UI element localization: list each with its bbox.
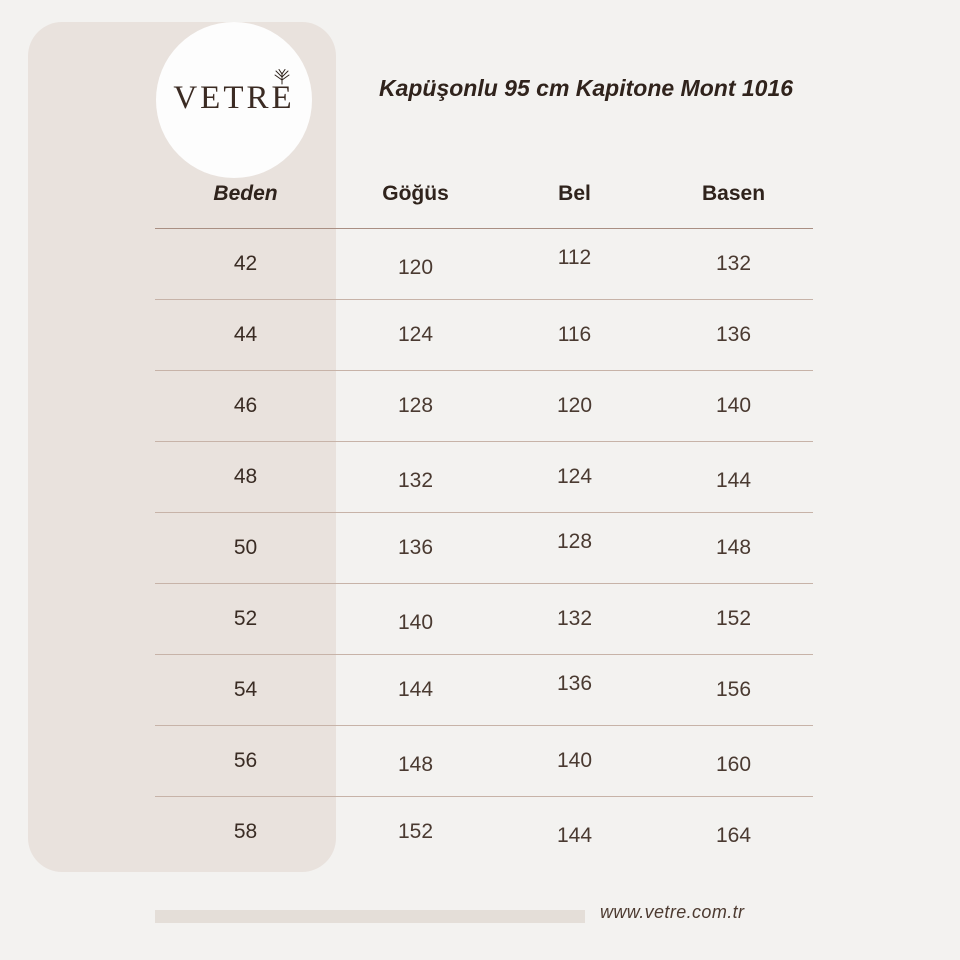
cell-gogus: 136	[336, 513, 495, 584]
cell-basen: 136	[654, 300, 813, 371]
cell-bel: 116	[495, 300, 654, 371]
cell-beden: 44	[155, 300, 336, 371]
cell-gogus: 128	[336, 371, 495, 442]
table-row	[155, 655, 813, 726]
column-header-basen: Basen	[701, 182, 766, 205]
page-title: Kapüşonlu 95 cm Kapitone Mont 1016	[378, 75, 794, 101]
cell-bel: 140	[495, 726, 654, 797]
cell-gogus: 140	[336, 584, 495, 655]
cell-basen: 156	[654, 655, 813, 726]
column-header-beden: Beden	[213, 182, 278, 205]
brand-wordmark-text: VETRE	[173, 80, 295, 116]
size-table	[155, 182, 813, 867]
cell-basen: 148	[654, 513, 813, 584]
table-row	[155, 371, 813, 442]
table-row	[155, 513, 813, 584]
footer-website: www.vetre.com.tr	[600, 902, 745, 922]
cell-gogus: 148	[336, 726, 495, 797]
size-chart	[155, 182, 813, 867]
cell-beden: 54	[155, 655, 336, 726]
cell-beden: 42	[155, 229, 336, 300]
cell-basen: 160	[654, 726, 813, 797]
column-header-bel: Bel	[558, 182, 591, 205]
cell-gogus: 144	[336, 655, 495, 726]
cell-bel: 124	[495, 442, 654, 513]
cell-basen: 140	[654, 371, 813, 442]
cell-bel: 128	[495, 513, 654, 584]
table-row	[155, 300, 813, 371]
cell-bel: 132	[495, 584, 654, 655]
cell-basen: 152	[654, 584, 813, 655]
cell-beden: 50	[155, 513, 336, 584]
leaf-sprig-icon	[271, 69, 293, 85]
table-row	[155, 584, 813, 655]
table-row	[155, 797, 813, 868]
column-header-gogus: Göğüs	[382, 182, 449, 205]
cell-beden: 56	[155, 726, 336, 797]
table-header-row	[155, 182, 813, 229]
cell-bel: 144	[556, 824, 593, 847]
cell-bel: 112	[495, 229, 654, 300]
cell-bel: 120	[495, 371, 654, 442]
cell-gogus: 120	[336, 229, 495, 300]
cell-beden: 48	[155, 442, 336, 513]
cell-bel: 136	[495, 655, 654, 726]
cell-gogus: 152	[397, 820, 434, 843]
footer-divider	[155, 910, 585, 923]
table-row	[155, 229, 813, 300]
brand-logo	[156, 22, 312, 178]
table-row	[155, 726, 813, 797]
cell-basen: 144	[654, 442, 813, 513]
cell-beden: 58	[233, 820, 258, 843]
cell-beden: 52	[155, 584, 336, 655]
cell-gogus: 124	[336, 300, 495, 371]
table-row	[155, 442, 813, 513]
cell-basen: 132	[654, 229, 813, 300]
cell-gogus: 132	[336, 442, 495, 513]
brand-wordmark	[173, 82, 294, 115]
cell-basen: 164	[715, 824, 752, 847]
cell-beden: 46	[155, 371, 336, 442]
